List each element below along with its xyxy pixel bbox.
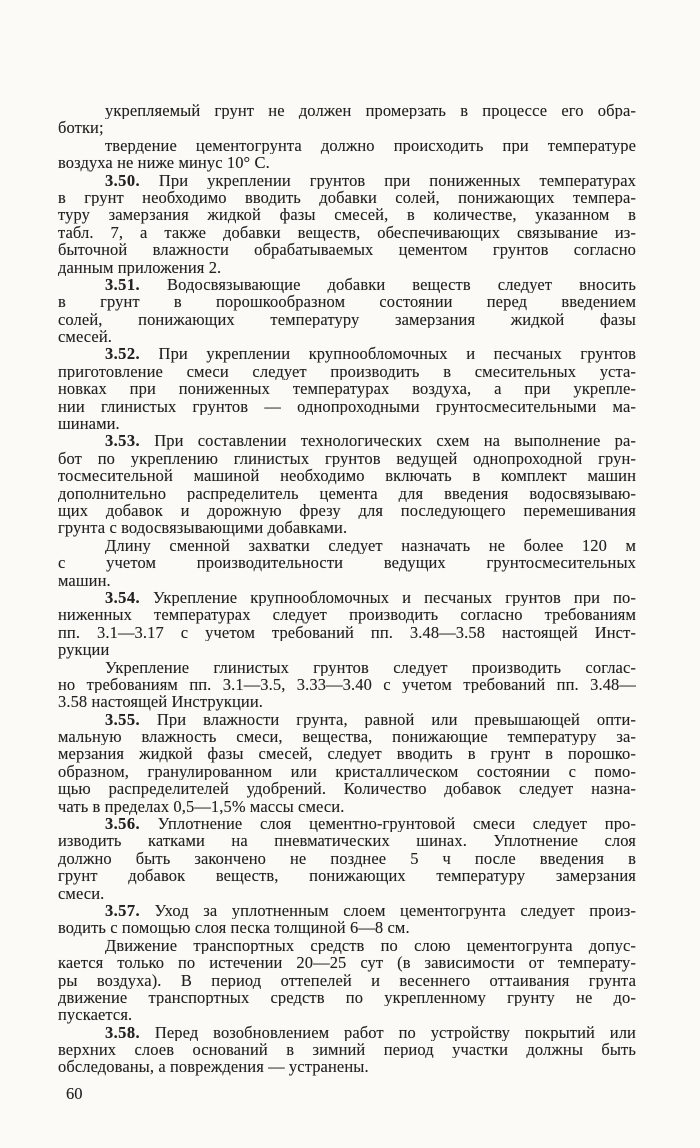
section-number: 3.58. [105,1023,140,1042]
text-line: 3.53. При составлении технологических схем на выполнение ра- [105,432,636,450]
section-number: 3.53. [105,432,140,450]
text-line: смеси. [58,884,105,902]
text-line: мерзания жидкой фазы смесей, следует вводить в грунт в порошко- [58,745,636,763]
text-line: Длину сменной захватки следует назначать не более 120 м [105,536,636,555]
text-line: ботки; [58,119,104,137]
text-line: должно быть закончено не позднее 5 ч после введения в [58,849,636,868]
text-line: пускается. [58,1006,133,1024]
text-line: 3.54. Укрепление крупнообломочных и песчаных грунтов при по- [105,588,636,607]
text-line: щью распределителей удобрений. Количество добавок следует назна- [58,780,636,798]
text-line: 3.58. Перед возобновлением работ по устройству покрытий или [105,1023,636,1042]
text-line: дополнительно распределитель цемента для введения водосвязываю- [58,484,636,502]
text-line: новках при пониженных температурах воздуха, а при укрепле- [58,380,636,398]
text-line: табл. 7, а также добавки веществ, обеспечивающих связывание из- [58,223,636,242]
text-line: рукции [58,641,110,659]
text-line: 3.56. Уплотнение слоя цементно-грунтовой смеси следует про- [105,815,636,833]
text-line: образном, гранулированном или кристаллическом состоянии с помо- [58,762,636,781]
text-line: движение транспортных средств по укрепленному грунту не до- [58,988,636,1007]
text-line: смесей. [58,328,113,346]
section-number: 3.52. [105,345,140,363]
text-line: изводить катками на пневматических шинах. Уплотнение слоя [58,832,636,850]
text-line: тосмесительной машиной необходимо включать в комплект машин [58,467,636,485]
text-line: с учетом производительности ведущих грунтосмесительных [58,554,636,572]
text-line: быточной влажности обрабатываемых цементом грунтов согласно [58,241,636,259]
text-line: чать в пределах 0,5—1,5% массы смеси. [58,797,345,816]
text-line: в грунт в порошкообразном состоянии перед введением [58,293,636,311]
text-line: грунта с водосвязывающими добавками. [58,519,348,537]
section-number: 3.55. [105,710,140,729]
text-line: ниженных температурах следует производить согласно требованиям [58,606,636,624]
text-line: ры воздуха). В период оттепелей и весеннего оттаивания грунта [58,971,636,989]
text-line: солей, понижающих температуру замерзания жидкой фазы [58,310,636,329]
text-line: водить с помощью слоя песка толщиной 6—8 см. [58,919,410,937]
text-line: туру замерзания жидкой фазы смесей, в количестве, указанном в [58,206,636,224]
text-line: 3.55. При влажности грунта, равной или превышающей опти- [105,710,636,729]
text-line: кается только по истечении 20—25 сут (в зависимости от температу- [58,954,636,972]
text-line: Укрепление глинистых грунтов следует производить соглас- [105,658,636,676]
section-number: 3.54. [105,588,140,607]
text-line: бот по укреплению глинистых грунтов ведущей однопроходной грун- [58,449,636,468]
text-line: верхних слоев оснований в зимний период участки должны быть [58,1041,636,1059]
text-line: грунт добавок веществ, понижающих температуру замерзания [58,867,636,885]
section-number: 3.51. [105,275,140,294]
document-text [58,102,636,1076]
section-number: 3.56. [105,815,140,833]
text-line: 3.58 настоящей Инструкции. [58,693,263,711]
text-line: данным приложения 2. [58,258,222,276]
text-line: Движение транспортных средств по слою цементогрунта допус- [105,936,636,955]
text-line: 3.57. Уход за уплотненным слоем цементогрунта следует произ- [105,901,636,920]
text-line: приготовление смеси следует производить в смесительных уста- [58,362,636,381]
section-number: 3.57. [105,901,140,920]
text-line: обследованы, а повреждения — устранены. [58,1058,369,1076]
section-number: 3.50. [105,171,140,189]
text-line: машин. [58,571,111,589]
text-line: но требованиям пп. 3.1—3.5, 3.33—3.40 с учетом требований пп. 3.48— [58,675,636,694]
text-line: щих добавок и дорожную фрезу для последующего перемешивания [58,501,636,520]
text-line: мальную влажность смеси, вещества, понижающие температуру за- [58,728,636,746]
text-line: нии глинистых грунтов — однопроходными грунтосмесительными ма- [58,397,636,416]
text-line: в грунт необходимо вводить добавки солей, понижающих темпера- [58,188,636,207]
text-line: 3.52. При укреплении крупнообломочных и песчаных грунтов [105,345,636,363]
text-line: воздуха не ниже минус 10° С. [58,154,270,172]
text-line: 3.50. При укреплении грунтов при пониженных температурах [105,171,636,189]
text-line: 3.51. Водосвязывающие добавки веществ следует вносить [105,275,636,294]
text-line: твердение цементогрунта должно происходить при температуре [105,136,636,155]
page-number: 60 [66,1084,83,1103]
text-line: укрепляемый грунт не должен промерзать в процессе его обра- [105,102,636,120]
text-line: пп. 3.1—3.17 с учетом требований пп. 3.48—3.58 настоящей Инст- [58,623,636,642]
text-line: шинами. [58,415,120,433]
